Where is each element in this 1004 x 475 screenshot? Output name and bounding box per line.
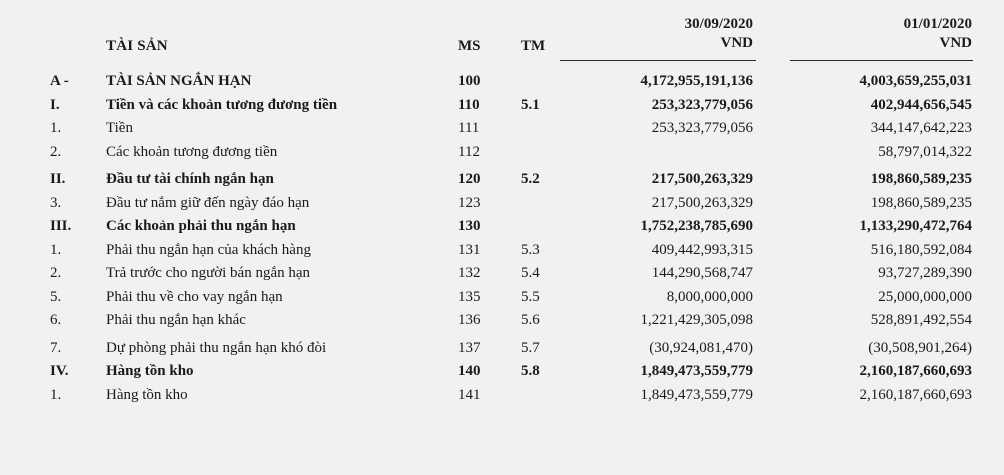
row-code: 2. [50,265,62,281]
row-tm: 5.5 [521,288,540,305]
row-value-current: 1,849,473,559,779 [640,363,753,379]
row-name: Hàng tồn kho [106,363,194,379]
table-row [0,70,1004,94]
row-value-current: 253,323,779,056 [651,120,753,136]
row-tm: 5.1 [521,96,540,113]
table-row [0,309,1004,333]
row-value-opening: 344,147,642,223 [870,120,972,136]
row-name: Phải thu ngắn hạn của khách hàng [106,241,311,258]
row-value-current: 217,500,263,329 [651,171,753,187]
row-value-opening: 2,160,187,660,693 [859,363,972,379]
row-value-opening: 93,727,289,390 [878,265,972,281]
row-value-current: 409,442,993,315 [651,241,753,258]
header-underline-current [560,60,756,61]
header-ms: MS [458,38,481,54]
row-name: Đầu tư tài chính ngắn hạn [106,171,274,187]
table-row [0,262,1004,286]
row-value-opening: 58,797,014,322 [878,143,972,160]
table-row [0,94,1004,118]
row-value-opening: 4,003,659,255,031 [859,73,972,89]
row-ms: 120 [458,171,481,187]
row-name: Các khoản phải thu ngắn hạn [106,218,296,234]
header-date-current: 30/09/2020 [684,16,753,32]
row-ms: 141 [458,386,481,403]
row-value-opening: 528,891,492,554 [870,312,972,328]
row-value-opening: 2,160,187,660,693 [859,386,972,403]
header-period-opening [790,15,972,53]
row-tm: 5.4 [521,265,540,281]
row-ms: 140 [458,363,481,379]
row-value-current: 144,290,568,747 [651,265,753,281]
row-code: 1. [50,120,62,136]
table-row [0,384,1004,408]
row-ms: 136 [458,312,481,328]
table-row [0,286,1004,310]
row-tm: 5.6 [521,312,540,328]
table-row [0,360,1004,384]
row-tm: 5.3 [521,241,540,258]
row-value-current: 217,500,263,329 [651,194,753,211]
row-value-opening: 516,180,592,084 [870,241,972,258]
table-row [0,141,1004,165]
row-name: Dự phòng phải thu ngắn hạn khó đòi [106,339,327,356]
row-code: A - [50,73,69,89]
row-tm: 5.2 [521,171,540,187]
row-code: IV. [50,363,69,379]
table-row-cut-off [0,407,1004,431]
row-name: Các khoản tương đương tiền [106,143,278,160]
row-tm: 5.7 [521,339,540,356]
row-value-current: 1,752,238,785,690 [640,218,753,234]
table-row [0,192,1004,216]
row-value-current: 8,000,000,000 [666,288,753,305]
row-code: 2. [50,143,62,160]
row-code: I. [50,96,60,113]
row-value-opening: 198,860,589,235 [870,194,972,211]
row-value-opening: 1,133,290,472,764 [859,218,972,234]
row-ms: 135 [458,288,481,305]
header-currency-current: VND [720,35,753,51]
row-ms: 123 [458,194,481,211]
row-value-current: 4,172,955,191,136 [640,73,753,89]
table-row [0,337,1004,361]
row-name: Tiền [106,120,133,136]
row-ms: 137 [458,339,481,356]
row-name: Phải thu về cho vay ngắn hạn [106,288,283,305]
row-ms: 132 [458,265,481,281]
row-value-opening: 198,860,589,235 [870,171,972,187]
header-underline-opening [790,60,973,61]
balance-sheet-table [0,70,1004,431]
table-row [0,239,1004,263]
row-value-current: 253,323,779,056 [651,96,753,113]
row-name: TÀI SẢN NGẮN HẠN [106,73,252,89]
row-name: Trả trước cho người bán ngắn hạn [106,265,311,281]
row-code: II. [50,171,66,187]
header-currency-opening: VND [939,35,972,51]
row-name: Tiền và các khoản tương đương tiền [106,96,338,113]
row-code: 5. [50,288,62,305]
row-value-opening: (30,508,901,264) [868,339,972,356]
row-code: 1. [50,241,62,258]
row-ms: 131 [458,241,481,258]
row-ms: 110 [458,96,480,113]
row-value-current: 1,221,429,305,098 [640,312,753,328]
table-row [0,117,1004,141]
row-value-current: (30,924,081,470) [649,339,753,356]
row-name: Phải thu ngắn hạn khác [106,312,246,328]
row-name: Hàng tồn kho [106,386,188,403]
row-name: Đầu tư nắm giữ đến ngày đáo hạn [106,194,310,211]
header-tm: TM [521,38,546,54]
row-value-opening: 402,944,656,545 [870,96,972,113]
header-date-opening: 01/01/2020 [903,16,972,32]
header-assets: TÀI SẢN [106,38,168,54]
row-tm: 5.8 [521,363,540,379]
row-value-current: 1,849,473,559,779 [640,386,753,403]
row-ms: 111 [458,120,480,136]
header-period-current [560,15,753,53]
row-code: 1. [50,386,62,403]
table-row [0,168,1004,192]
row-ms: 112 [458,143,480,160]
row-code: 7. [50,339,62,356]
row-code: 6. [50,312,62,328]
row-code: III. [50,218,72,234]
table-row [0,215,1004,239]
row-ms: 100 [458,73,481,89]
row-ms: 130 [458,218,481,234]
row-code: 3. [50,194,62,211]
row-value-opening: 25,000,000,000 [878,288,972,305]
